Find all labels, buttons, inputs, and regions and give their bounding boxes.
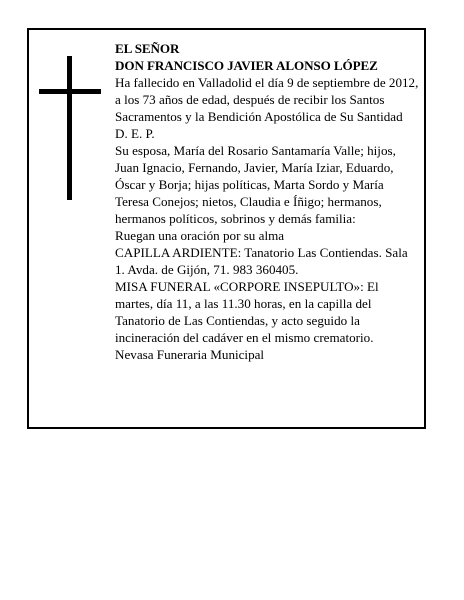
family-list: Su esposa, María del Rosario Santamaría Valle; hijos, Juan Ignacio, Fernando, Javier, María Iziar, Eduardo, Óscar y Borja; hijas políticas, Marta Sordo y María Teresa Conejos; nietos, Claudia e Íñigo; hermanos, hermanos políticos, sobrinos y demás familia: bbox=[115, 143, 396, 226]
cross-horizontal-bar bbox=[39, 89, 101, 94]
obituary-notice bbox=[27, 28, 426, 429]
notice-heading: EL SEÑOR bbox=[115, 41, 180, 56]
death-announcement: Ha fallecido en Valladolid el día 9 de septiembre de 2012, a los 73 años de edad, después de recibir los Santos Sacramentos y la Bendición Apostólica de Su Santidad bbox=[115, 75, 419, 124]
cross-vertical-bar bbox=[67, 56, 72, 200]
prayer-request: Ruegan una oración por su alma bbox=[115, 228, 285, 243]
cross-icon bbox=[39, 56, 101, 200]
chapel-info: CAPILLA ARDIENTE: Tanatorio Las Contiendas. Sala 1. Avda. de Gijón, 71. 983 360405. bbox=[115, 245, 408, 277]
rip-line: D. E. P. bbox=[115, 126, 155, 141]
notice-text bbox=[115, 40, 420, 363]
funeral-mass-info: MISA FUNERAL «CORPORE INSEPULTO»: El martes, día 11, a las 11.30 horas, en la capilla del Tanatorio de Las Contiendas, y acto seguido la incineración del cadáver en el mismo crematorio. bbox=[115, 279, 379, 345]
deceased-name: DON FRANCISCO JAVIER ALONSO LÓPEZ bbox=[115, 58, 378, 73]
funeral-home: Nevasa Funeraria Municipal bbox=[115, 347, 265, 362]
